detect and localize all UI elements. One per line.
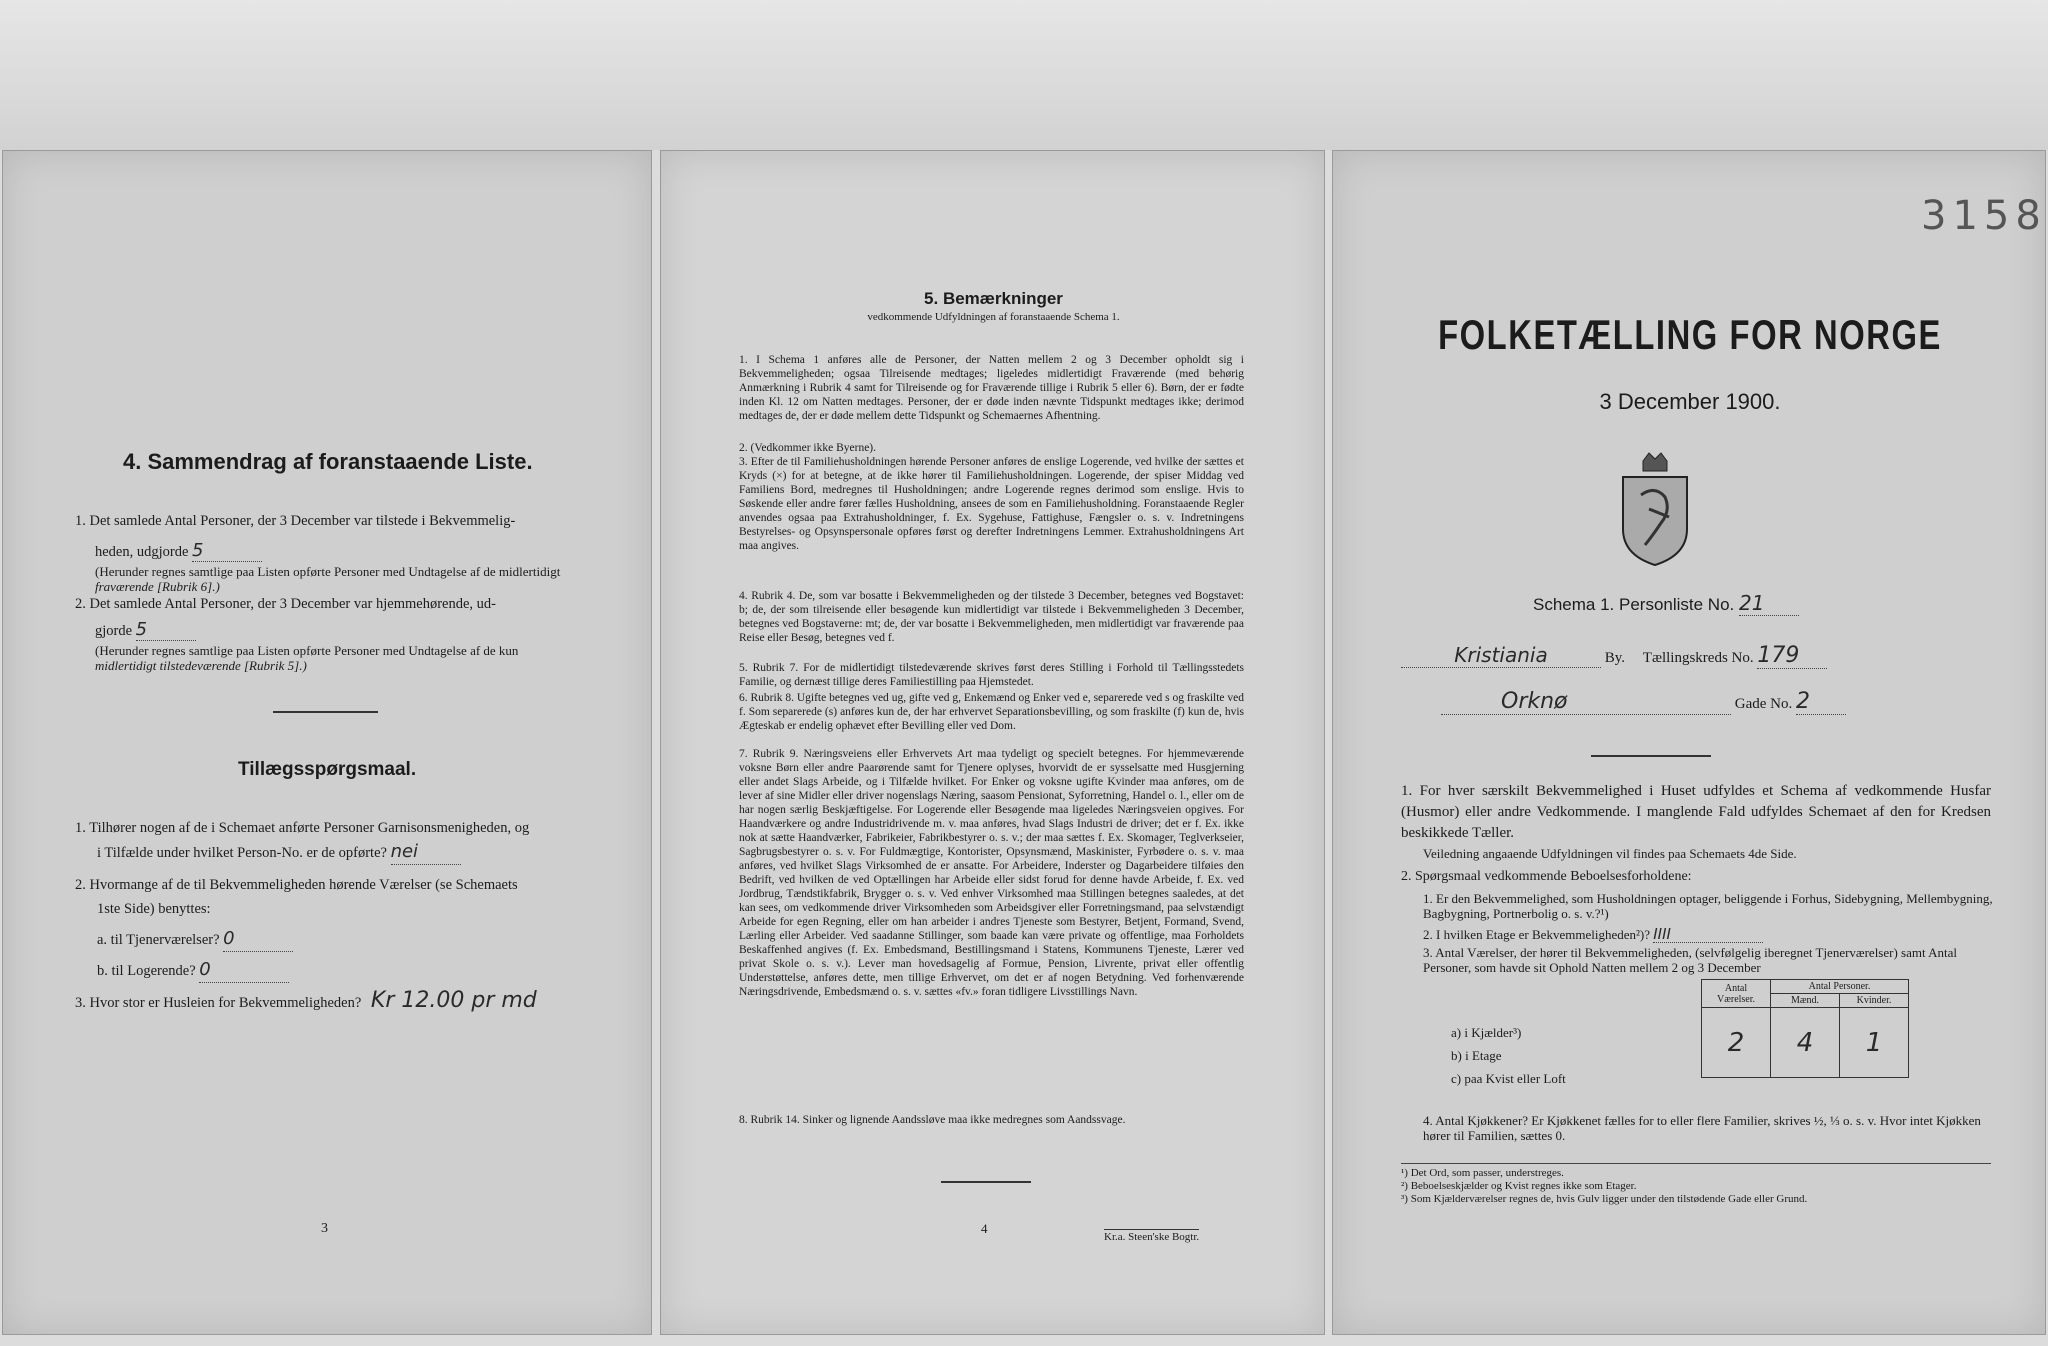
street-value[interactable]: Orknø (1501, 689, 1568, 714)
item2-text: 2. Det samlede Antal Personer, der 3 December var hjemmehørende, ud- (75, 596, 496, 612)
instruction-2-title: 2. Spørgsmaal vedkommende Beboelsesforholdene: (1401, 869, 1692, 884)
middle-page (660, 150, 1325, 1335)
gade-value[interactable]: 2 (1796, 689, 1846, 715)
footnotes (1401, 1163, 1991, 1206)
section4-title: 4. Sammendrag af foranstaaende Liste. (123, 449, 533, 474)
q1-line1: 1. Tilhører nogen af de i Schemaet anførte Personer Garnisonsmenigheden, og (75, 820, 530, 836)
remarks-subtitle: vedkommende Udfyldningen af foranstaaende Schema 1. (867, 311, 1120, 323)
city-value[interactable]: Kristiania (1454, 643, 1548, 667)
middle-divider (941, 1181, 1031, 1183)
cell-men[interactable]: 4 (1771, 1008, 1840, 1078)
krets-label: Tællingskreds No. (1642, 650, 1754, 666)
coat-of-arms-icon (1615, 451, 1695, 569)
background-band (0, 0, 2048, 150)
remark-6: 6. Rubrik 8. Ugifte betegnes ved ug, gifte ved g, Enkemænd og Enker ved e, separerede ved s og fraskilte ved f. Som separerede (s) anføres kun de, der har erhvervet Separationsbevilling, og som fraskilte (f) kun de, hvis Ægteskab er endelig ophævet efter Bevilling eller ved Dom. (739, 692, 1244, 732)
housing-q2-label: 2. I hvilken Etage er Bekvemmeligheden²)? (1423, 927, 1650, 942)
q2-line2: 1ste Side) benyttes: (97, 901, 211, 917)
footnote-3: ³) Som Kjælderværelser regnes de, hvis Gulv ligger under den tilstødende Gade eller Grund. (1401, 1193, 1808, 1205)
item2-note1: (Herunder regnes samtlige paa Listen opførte Personer med Undtagelse af de kun (95, 643, 519, 658)
housing-q1: 1. Er den Bekvemmelighed, som Husholdningen optager, beliggende i Forhus, Sidebygning, Mellembygning, Bagbygning, Portnerbolig o. s. v.?¹) (1423, 891, 1993, 921)
tillaeg-title: Tillægsspørgsmaal. (238, 759, 417, 780)
th-women: Kvinder. (1840, 994, 1909, 1008)
remark-8: 8. Rubrik 14. Sinker og lignende Aandssløve maa ikke medregnes som Aandssvage. (739, 1114, 1126, 1126)
row-kvist: c) paa Kvist eller Loft (1451, 1071, 1566, 1086)
remarks-title: 5. Bemærkninger (924, 289, 1063, 308)
instruction-1-note: Veiledning angaaende Udfyldningen vil findes paa Schemaets 4de Side. (1423, 846, 1797, 861)
q2-line1: 2. Hvormange af de til Bekvemmeligheden hørende Værelser (se Schemaets (75, 877, 518, 893)
right-divider (1591, 755, 1711, 757)
item2-note2: midlertidigt tilstedeværende [Rubrik 5].) (95, 658, 307, 673)
item1-line2: heden, udgjorde (95, 544, 189, 560)
summary-item-1 (75, 513, 625, 594)
q2b-value[interactable]: 0 (199, 958, 289, 983)
footnote-2: ²) Beboelseskjælder og Kvist regnes ikke som Etager. (1401, 1180, 1637, 1192)
q2b-label: b. til Logerende? (97, 963, 196, 979)
q2a-label: a. til Tjenerværelser? (97, 932, 220, 948)
census-title: FOLKETÆLLING FOR NORGE (1438, 311, 1942, 358)
item1-note1: (Herunder regnes samtlige paa Listen opførte Personer med Undtagelse af de midlertidigt (95, 564, 561, 579)
row-etage: b) i Etage (1451, 1048, 1502, 1063)
page-number-middle: 4 (981, 1221, 988, 1236)
remark-7: 7. Rubrik 9. Næringsveiens eller Erhvervets Art maa tydeligt og specielt betegnes. For hjemmeværende voksne Børn eller andre Paarørende samt for Tjenere oplyses, hvorvidt de er sysselsatte med Husgjerning eller andet Slags Arbeide, og i Tilfælde hvilket. For Enker og voksne ugifte Kvinder maa anføres, om de lever af sine Midler eller driver nogenslags Næring, saasom Pensionat, Syforretning, Handel o. l., eller om de har nogen særlig Beskjæftigelse. For Logerende eller Besøgende maa ligeledes Næringsveien opgives. For Haandværkere og andre Industridrivende m. v. maa anføres, hvad Slags Industri de driver; det er f. Ex. ikke nok at sætte Haandværker, Fabrikeier, Fabrikbestyrer o. s. v.; der maa sættes f. Ex. Skomager, Teglverkseier, Sagbrugsbestyrer o. s. v. For Fuldmægtige, Kontorister, Opsynsmænd, Maskinister, Fyrbødere o. s. v. maa anføres, ved hvilket Slags Virksomhed de er ansatte. For Arbeidere, Inderster og Dagarbeidere tilføies den Bedrift, ved hvilken de ved Optællingen har Arbeide eller sidst forud for denne havde Arbeide, f. Ex. ved Jordbrug, Tændstikfabrik, Brygger o. s. v. Ved enhver Virksomhed maa Stillingen betegnes saaledes, at det kan sees, om vedkommende driver Virksomheden som Arbeidsgiver eller Forretningsmand, paa selvstændigt Arbeide for egen Regning, eller om han arbeider i andres Tjeneste som Bestyrer, Betjent, Formand, Svend, Lærling eller Arbeider. Ved saadanne Stillinger, som baade kan være private og offentlige, maa Forholdets Beskaffenhed angives (f. Ex. Embedsmand, Bestillingsmand i Statens, Kommunens Tjeneste, Lærer ved privat Skole o. s. v.). Lever man hovedsagelig af Formue, Pension, Livrente, privat eller offentlig Understøttelse, anføres dette, men tillige Erhvervet, om det er af nogen Betydning. Ved forhenværende Næringsdrivende, Embedsmænd o. s. v. sættes «fv.» foran tidligere Livsstillings Navn. (739, 748, 1244, 998)
remark-2: 2. (Vedkommer ikke Byerne). (739, 442, 877, 454)
address-line-2 (1441, 689, 2001, 715)
address-line-1 (1401, 643, 2001, 669)
housing-q2-value[interactable]: IIII (1653, 927, 1763, 943)
q3-answer[interactable]: Kr 12.00 pr md (370, 988, 537, 1013)
item2-value[interactable]: 5 (136, 619, 196, 641)
housing-q4: 4. Antal Kjøkkener? Er Kjøkkenet fælles for to eller flere Familier, skrives ½, ⅓ o. s. v. Hvor intet Kjøkken hører til Familien, sættes 0. (1423, 1113, 1981, 1143)
gade-label: Gade No. (1734, 696, 1793, 712)
housing-q2 (1423, 927, 1763, 943)
item1-text: 1. Det samlede Antal Personer, der 3 December var tilstede i Bekvemmelig- (75, 513, 516, 529)
remark-4: 4. Rubrik 4. De, som var bosatte i Bekvemmeligheden og der tilstede 3 December, betegnes ved Bogstavet: b; de, der som tilreisende eller besøgende kun midlertidigt var tilstede i Bekvemmeligheden 3 December, betegnes ved Bogstaverne: mt; de, der var bosatte i Bekvemmeligheden, men midlertidigt var fraværende paa Reise eller Besøg, betegnes ved f. (739, 590, 1244, 644)
item1-note2: fraværende [Rubrik 6].) (95, 579, 220, 594)
tillaeg-questions (75, 816, 635, 1015)
instruction-1: 1. For hver særskilt Bekvemmelighed i Huset udfyldes et Schema af vedkommende Husfar (Husmor) eller andre Vedkommende. I manglende Fald udfyldes Schemaet af den for Kredsen beskikkede Tæller. (1401, 783, 1991, 841)
room-row-labels (1451, 1021, 1566, 1090)
remark-3: 3. Efter de til Familiehusholdningen hørende Personer anføres de enslige Logerende, ved hvilke der sættes et Kryds (×) for at betegne, at de ikke hører til Familiehusholdningen. Logerende, der spiser Middag ved Familiens Bord, medregnes til Husholdningen; andre Logerende regnes derimod som enslige. Hvis to Søskende eller andre fører fælles Husholdning, ansees de som en Familiehusholdning. Foranstaaende Regler anvendes ogsaa paa Extrahusholdninger, f. Ex. Sygehuse, Fattighuse, Fængsler o. s. v. Indretningens Bestyrelses- og Opsynspersonale opføres først og derefter Indretningens Lemmer. Extrahusholdningens Art maa angives. (739, 456, 1244, 552)
q1-answer[interactable]: nei (391, 840, 461, 865)
th-persons: Antal Personer. (1771, 980, 1909, 994)
summary-item-2 (75, 596, 625, 673)
q3-label: 3. Hvor stor er Husleien for Bekvemmeligheden? (75, 995, 362, 1011)
item2-line2: gjorde (95, 623, 133, 639)
archive-number: 3158 (1921, 193, 2047, 239)
krets-value[interactable]: 179 (1757, 643, 1827, 669)
housing-q3: 3. Antal Værelser, der hører til Bekvemmeligheden, (selvfølgelig iberegnet Tjenerværelser) samt Antal Personer, som havde sit Ophold Natten mellem 2 og 3 December (1423, 945, 1958, 975)
item1-value[interactable]: 5 (192, 540, 262, 562)
cell-rooms[interactable]: 2 (1702, 1008, 1771, 1078)
remark-1: 1. I Schema 1 anføres alle de Personer, der Natten mellem 2 og 3 December opholdt sig i Bekvemmeligheden; ogsaa Tilreisende medtages; ligeledes midlertidigt Fraværende (med behørig Anmærkning i Rubrik 4 samt for Tilreisende og for Fraværende tillige i Rubrik 5 eller 6). Børn, der er fødte inden Kl. 12 om Natten medtages. Personer, der er døde inden nævnte Tidspunkt medtages ikke; derimod medtages de, der er døde mellem dette Tidspunkt og Schemaernes Afhentning. (739, 354, 1244, 422)
census-date: 3 December 1900. (1599, 389, 1781, 414)
th-men: Mænd. (1771, 994, 1840, 1008)
right-page (1332, 150, 2046, 1335)
remark-5: 5. Rubrik 7. For de midlertidigt tilstedeværende skrives først deres Stilling i Forhold til Tællingsstedets Familie, og dernæst tillige deres Familiestilling paa Hjemstedet. (739, 662, 1244, 688)
divider (273, 711, 378, 713)
q2a-value[interactable]: 0 (223, 927, 293, 952)
schema-value[interactable]: 21 (1739, 591, 1799, 616)
q1-line2: i Tilfælde under hvilket Person-No. er de opførte? (97, 845, 387, 861)
schema-line (1533, 591, 1799, 616)
rooms-table (1701, 979, 1909, 1078)
footnote-1: ¹) Det Ord, som passer, understreges. (1401, 1167, 1564, 1179)
th-rooms: Antal Værelser. (1702, 980, 1771, 1008)
printer-credit: Kr.a. Steen'ske Bogtr. (1104, 1231, 1200, 1243)
row-kjaelder: a) i Kjælder³) (1451, 1025, 1522, 1040)
page-number-left: 3 (321, 1221, 328, 1236)
schema-label: Schema 1. Personliste No. (1533, 595, 1735, 614)
city-label: By. (1604, 650, 1626, 666)
left-page (2, 150, 652, 1335)
cell-women[interactable]: 1 (1840, 1008, 1909, 1078)
